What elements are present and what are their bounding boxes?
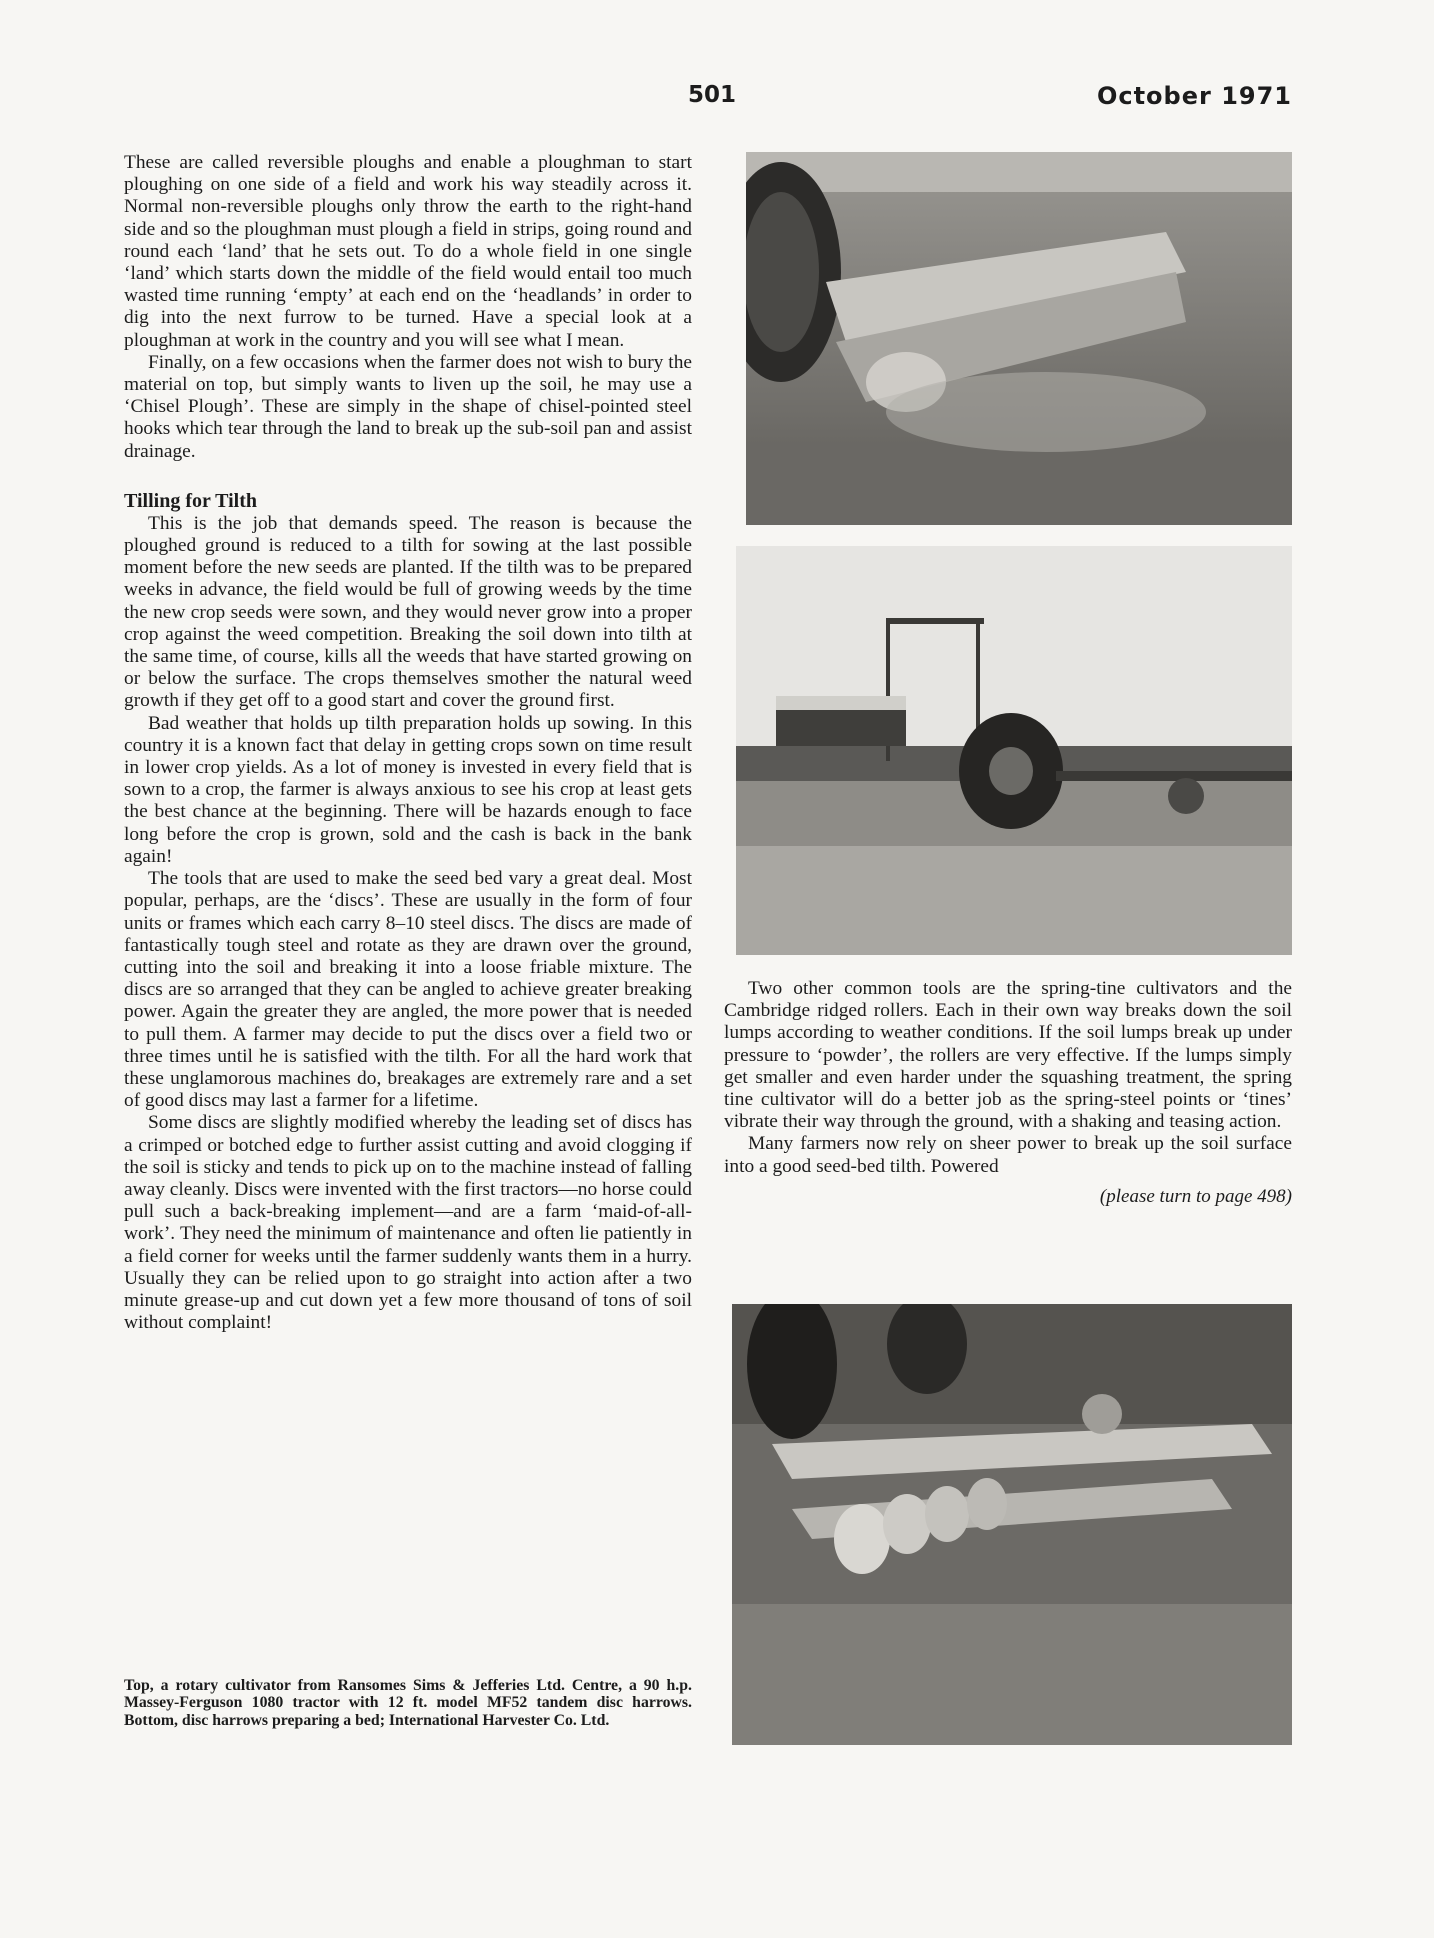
page-header: [0, 82, 1434, 122]
page-number: 501: [688, 82, 737, 108]
paragraph-spring-tine: Two other common tools are the spring-tine cultivators and the Cambridge ridged rollers. Each in their own way breaks down the soil lumps according to weather conditions. If the soil lumps break up under pressure to ‘powder’, the rollers are very effective. If the lumps simply get smaller and even harder under the squashing treatment, the spring tine cultivator will do a better job as the spring-steel points or ‘tines’ vibrate their way through the ground, with a shaking and teasing action.: [724, 978, 1292, 1133]
disc-harrows-photo: [732, 1304, 1292, 1745]
rotary-cultivator-photo: [746, 152, 1292, 525]
tractor-disc-harrow-photo: [736, 546, 1292, 955]
continued-note: (please turn to page 498): [1099, 1185, 1292, 1207]
paragraph-bad-weather: Bad weather that holds up tilth preparation holds up sowing. In this country it is a known fact that delay in getting crops sown on time result in lower crop yields. As a lot of money is invested in every field that is sown to a crop, the farmer is always anxious to see his crop at least gets the best chance at the beginning. There will be hazards enough to face long before the crop is grown, sold and the cash is back in the bank again!: [124, 712, 692, 867]
paragraph-sheer-power: Many farmers now rely on sheer power to break up the soil surface into a good seed-bed tilth. Powered: [724, 1133, 1292, 1177]
photo-caption: Top, a rotary cultivator from Ransomes Sims & Jefferies Ltd. Centre, a 90 h.p. Massey-Ferguson 1080 tractor with 12 ft. model MF52 tandem disc harrows. Bottom, disc harrows preparing a bed; International Harvester Co. Ltd.: [124, 1677, 692, 1729]
issue-date: October 1971: [1096, 82, 1292, 110]
left-column: [124, 152, 692, 1334]
paragraph-speed: This is the job that demands speed. The reason is because the ploughed ground is reduced to a tilth for sowing at the last possible moment before the new seeds are planted. If the tilth was to be prepared weeks in advance, the field would be full of growing weeds by the time the new crop seeds were sown, and they would never grow into a proper crop against the weed competition. Breaking the soil down into tilth at the same time, of course, kills all the weeds that have started growing on or below the surface. The crops themselves smother the natural weed growth if they get off to a good start and cover the ground first.: [124, 512, 692, 712]
paragraph-discs: The tools that are used to make the seed bed vary a great deal. Most popular, perhaps, are the ‘discs’. These are usually in the form of four units or frames which each carry 8–10 steel discs. The discs are made of fantastically tough steel and rotate as they are drawn over the ground, cutting into the soil and breaking it into a loose friable mixture. The discs are so arranged that they can be angled to achieve greater breaking power. Again the greater they are angled, the more power that is needed to pull them. A farmer may decide to put the discs over a field two or three times until he is satisfied with the tilth. For all the hard work that these unglamorous machines do, breakages are extremely rare and a set of good discs may last a farmer for a lifetime.: [124, 868, 692, 1112]
paragraph-chisel-plough: Finally, on a few occasions when the farmer does not wish to bury the material on top, but simply wants to liven up the soil, he may use a ‘Chisel Plough’. These are simply in the shape of chisel-pointed steel hooks which tear through the land to break up the sub-soil pan and assist drainage.: [124, 351, 692, 462]
paragraph-reversible-ploughs: These are called reversible ploughs and enable a ploughman to start ploughing on one side of a field and work his way steadily across it. Normal non-reversible ploughs only throw the earth to the right-hand side and so the ploughman must plough a field in strips, going round and round each ‘land’ that he sets out. To do a whole field in one single ‘land’ which starts down the middle of the field would entail too much wasted time running ‘empty’ at each end on the ‘headlands’ in order to dig into the next furrow to be turned. Have a special look at a ploughman at work in the country and you will see what I mean.: [124, 152, 692, 351]
paragraph-modified-discs: Some discs are slightly modified whereby the leading set of discs has a crimped or botched edge to further assist cutting and avoid clogging if the soil is sticky and tends to pick up on to the machine instead of falling away cleanly. Discs were invented with the first tractors—no horse could pull such a back-breaking implement—and are a farm ‘maid-of-all-work’. They need the minimum of maintenance and often lie patiently in a field corner for weeks until the farmer suddenly wants them in a hurry. Usually they can be relied upon to go straight into action after a two minute grease-up and cut down yet a few more thousand of tons of soil without complaint!: [124, 1112, 692, 1334]
section-heading: Tilling for Tilth: [124, 489, 258, 512]
right-column: [724, 978, 1292, 1208]
